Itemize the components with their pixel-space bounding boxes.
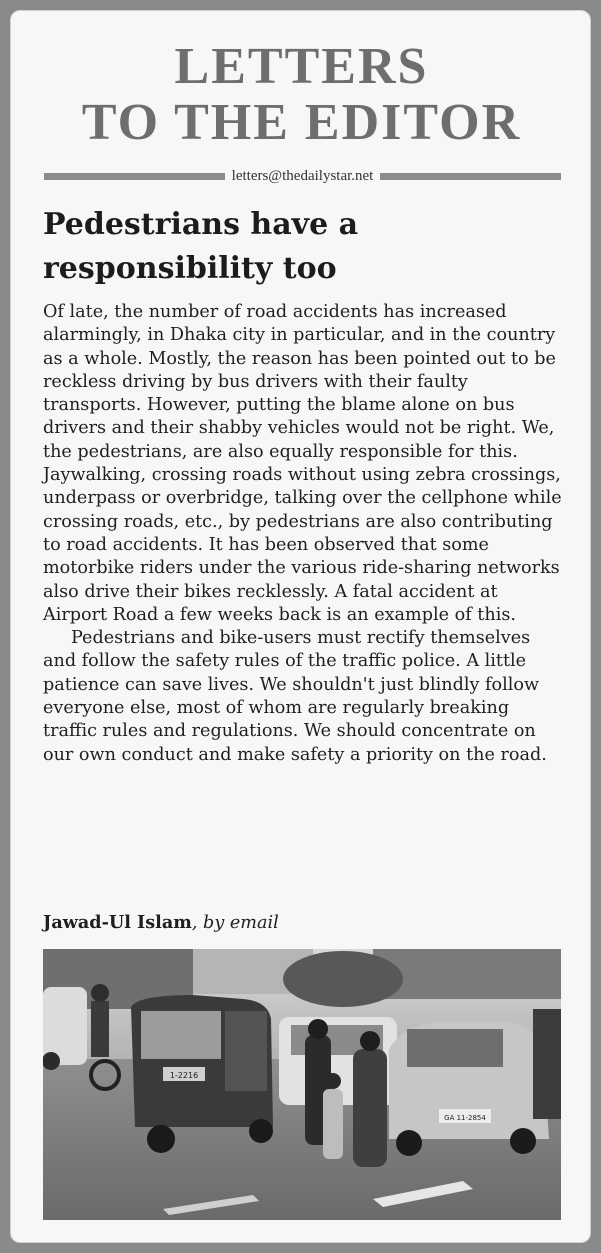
silver-car-windshield [407,1029,503,1067]
pedestrian-woman-2 [353,1049,387,1167]
headline-line-1: Pedestrians have a [43,207,359,242]
street-photo [43,949,561,1220]
headline-line-2: responsibility too [43,251,337,286]
rider-head [91,984,109,1002]
auto-rickshaw-windshield [141,1011,221,1059]
masthead-line-2: TO THE EDITOR [81,94,522,151]
rule-right [380,173,561,180]
letter-headline [43,203,563,291]
letter-signature [43,911,279,935]
auto-rickshaw-wheel-1 [147,1125,175,1153]
letter-paragraph-2: Pedestrians and bike-users must rectify themselves and follow the safety rules of the traffic police. A little patience can save lives. We shouldn't just blindly follow everyone else, most of whom are regularly breaking traffic rules and regulations. We should concentrate on our own conduct and make safety a priority on the road. [43,628,547,765]
motorbike-rider [91,1001,109,1057]
pedestrian-head-1 [308,1019,328,1039]
letter-paragraph-1: Of late, the number of road accidents has increased alarmingly, in Dhaka city in particular, and in the country as a whole. Mostly, the reason has been pointed out to be reckless driving by bus drivers with their faulty transports. However, putting the blame alone on bus drivers and their shabby vehicles would not be right. We, the pedestrians, are also equally responsible for this. Jaywalking, crossing roads without using zebra crossings, underpass or overbridge, talking over the cellphone while crossing roads, etc., by pedestrians are also contributing to road accidents. It has been observed that some motorbike riders under the various ride-sharing networks also drive their bikes recklessly. A fatal accident at Airport Road a few weeks back is an example of this. [43,302,562,625]
auto-rickshaw-side [225,1011,267,1091]
auto-rickshaw-wheel-2 [249,1119,273,1143]
letter-body [43,301,565,767]
pedestrian-child-head [325,1073,341,1089]
masthead-rule [44,167,561,185]
pedestrian-child [323,1089,343,1159]
car-plate-text: GA 11-2854 [444,1114,486,1122]
silver-car-wheel-2 [510,1128,536,1154]
masthead-line-1: LETTERS [174,38,429,95]
background-tree [283,951,403,1007]
author-name: Jawad-Ul Islam [43,912,192,933]
editor-email-link[interactable]: letters@thedailystar.net [231,167,374,184]
letters-page [10,10,591,1243]
section-masthead [11,38,591,151]
silver-car-wheel-1 [396,1130,422,1156]
author-via: , by email [191,913,279,933]
traffic-scene-image [43,949,561,1220]
pedestrian-head-2 [360,1031,380,1051]
rule-left [44,173,225,180]
rickshaw-plate-text: 1-2216 [169,1071,199,1080]
vehicle-right [533,1009,561,1119]
